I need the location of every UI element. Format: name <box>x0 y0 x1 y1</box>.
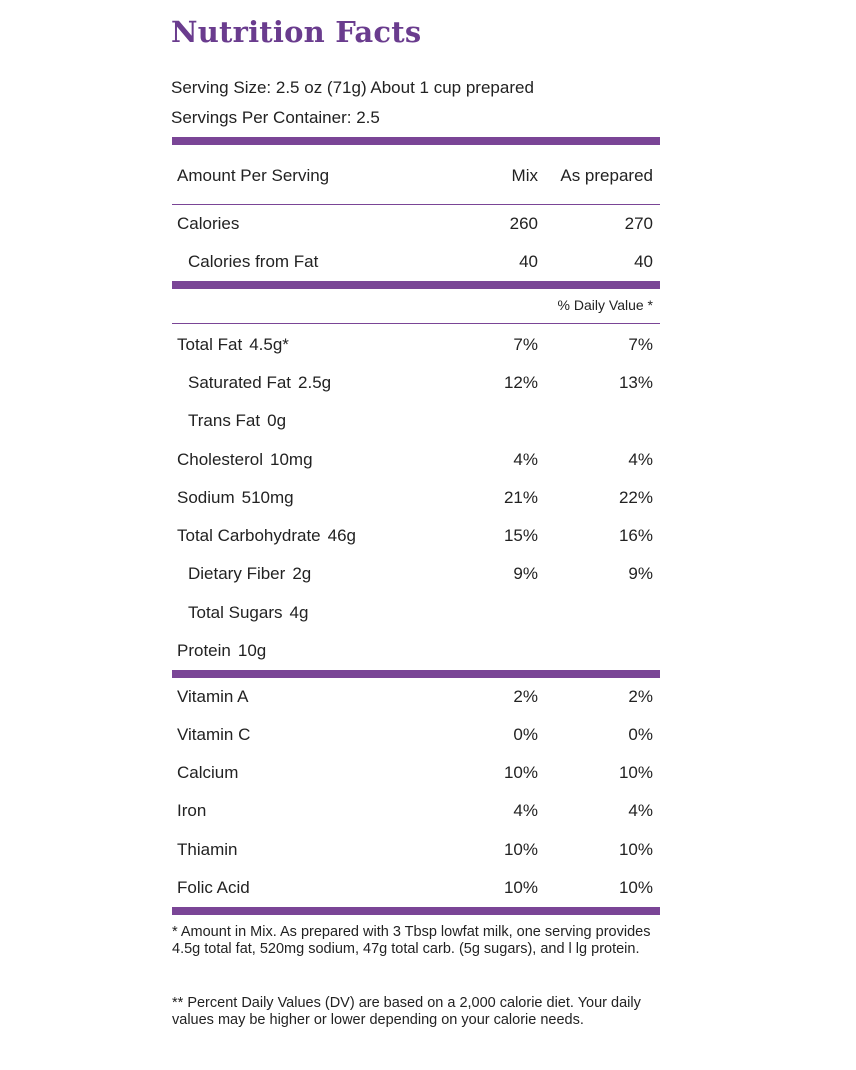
nutrient-amount: 510mg <box>241 488 294 507</box>
vitamin-row-calcium <box>172 754 660 792</box>
nutrient-row-total-sugars <box>172 594 660 632</box>
nutrient-label: Total Fat <box>177 335 243 354</box>
nutrient-label: Cholesterol <box>177 450 263 469</box>
calories-from-fat-label: Calories from Fat <box>188 252 319 271</box>
nutrient-prepared-dv: 7% <box>628 335 653 354</box>
vitamin-label: Calcium <box>177 763 239 782</box>
vitamin-label: Vitamin A <box>177 687 249 706</box>
vitamin-prepared-dv: 0% <box>628 725 653 744</box>
nutrient-prepared-dv: 13% <box>618 373 653 392</box>
nutrient-label: Trans Fat <box>188 411 261 430</box>
nutrient-label: Saturated Fat <box>188 373 292 392</box>
calories-from-fat-prepared-value: 40 <box>634 252 653 271</box>
footnote-divider-bar <box>172 907 660 915</box>
nutrient-amount: 4g <box>289 603 309 622</box>
nutrient-row-trans-fat <box>172 402 660 440</box>
nutrient-amount: 0g <box>267 411 287 430</box>
vitamin-label: Iron <box>177 801 207 820</box>
calories-from-fat-row <box>172 243 660 281</box>
daily-value-footnote: ** Percent Daily Values (DV) are based on a 2,000 calorie diet. Your daily values may be higher or lower depending on your calorie needs. <box>172 995 641 1028</box>
nutrient-row-cholesterol <box>172 441 660 479</box>
vitamin-prepared-dv: 10% <box>618 840 653 859</box>
nutrient-mix-dv: 4% <box>513 450 538 469</box>
nutrient-row-protein <box>172 632 660 670</box>
vitamin-mix-dv: 10% <box>503 878 538 897</box>
vitamin-label: Vitamin C <box>177 725 251 744</box>
nutrient-label: Dietary Fiber <box>188 564 286 583</box>
vitamin-row-iron <box>172 792 660 830</box>
calories-divider-bar <box>172 281 660 289</box>
mix-column-header: Mix <box>511 166 538 185</box>
nutrient-prepared-dv: 4% <box>628 450 653 469</box>
calories-mix-value: 260 <box>509 214 538 233</box>
nutrient-row-total-carbohydrate <box>172 517 660 555</box>
nutrient-mix-dv: 12% <box>503 373 538 392</box>
nutrient-amount: 10g <box>237 641 267 660</box>
vitamins-divider-bar <box>172 670 660 678</box>
serving-size: Serving Size: 2.5 oz (71g) About 1 cup prepared <box>171 78 534 97</box>
page-title: Nutrition Facts <box>171 15 422 49</box>
nutrient-label: Total Sugars <box>188 603 283 622</box>
nutrient-label: Sodium <box>177 488 235 507</box>
vitamin-label: Thiamin <box>177 840 238 859</box>
calories-from-fat-mix-value: 40 <box>519 252 538 271</box>
vitamin-prepared-dv: 2% <box>628 687 653 706</box>
vitamin-row-vitamin-a <box>172 678 660 716</box>
calories-prepared-value: 270 <box>624 214 653 233</box>
servings-per-container: Servings Per Container: 2.5 <box>171 108 380 127</box>
nutrient-prepared-dv: 16% <box>618 526 653 545</box>
vitamin-prepared-dv: 10% <box>618 763 653 782</box>
nutrient-row-total-fat <box>172 326 660 364</box>
vitamin-mix-dv: 2% <box>513 687 538 706</box>
calories-row <box>172 205 660 243</box>
prepared-column-header: As prepared <box>560 166 653 185</box>
top-divider-bar <box>172 137 660 145</box>
vitamin-mix-dv: 10% <box>503 763 538 782</box>
nutrient-label: Protein <box>177 641 231 660</box>
vitamin-mix-dv: 10% <box>503 840 538 859</box>
vitamin-mix-dv: 0% <box>513 725 538 744</box>
vitamin-prepared-dv: 4% <box>628 801 653 820</box>
nutrient-mix-dv: 21% <box>503 488 538 507</box>
amount-footnote: * Amount in Mix. As prepared with 3 Tbsp lowfat milk, one serving provides 4.5g total fat, 520mg sodium, 47g total carb. (5g sugars), and l lg protein. <box>172 924 651 957</box>
vitamin-label: Folic Acid <box>177 878 250 897</box>
nutrient-prepared-dv: 22% <box>618 488 653 507</box>
nutrient-amount: 46g <box>327 526 357 545</box>
nutrient-row-dietary-fiber <box>172 555 660 593</box>
nutrient-mix-dv: 9% <box>513 564 538 583</box>
nutrient-row-saturated-fat <box>172 364 660 402</box>
nutrient-mix-dv: 7% <box>513 335 538 354</box>
calories-label: Calories <box>177 214 240 233</box>
daily-value-header-label: % Daily Value * <box>557 297 653 313</box>
vitamin-row-vitamin-c <box>172 716 660 754</box>
nutrient-amount: 2.5g <box>298 373 332 392</box>
nutrient-row-sodium <box>172 479 660 517</box>
nutrient-mix-dv: 15% <box>503 526 538 545</box>
vitamin-prepared-dv: 10% <box>618 878 653 897</box>
nutrient-amount: 4.5g* <box>249 335 289 354</box>
vitamin-mix-dv: 4% <box>513 801 538 820</box>
nutrient-amount: 10mg <box>270 450 313 469</box>
nutrient-amount: 2g <box>292 564 312 583</box>
daily-value-divider <box>172 323 660 324</box>
column-header-row <box>172 157 660 195</box>
vitamin-row-folic-acid <box>172 869 660 907</box>
vitamin-row-thiamin <box>172 831 660 869</box>
nutrient-prepared-dv: 9% <box>628 564 653 583</box>
amount-per-serving-label: Amount Per Serving <box>177 166 330 185</box>
nutrient-label: Total Carbohydrate <box>177 526 321 545</box>
